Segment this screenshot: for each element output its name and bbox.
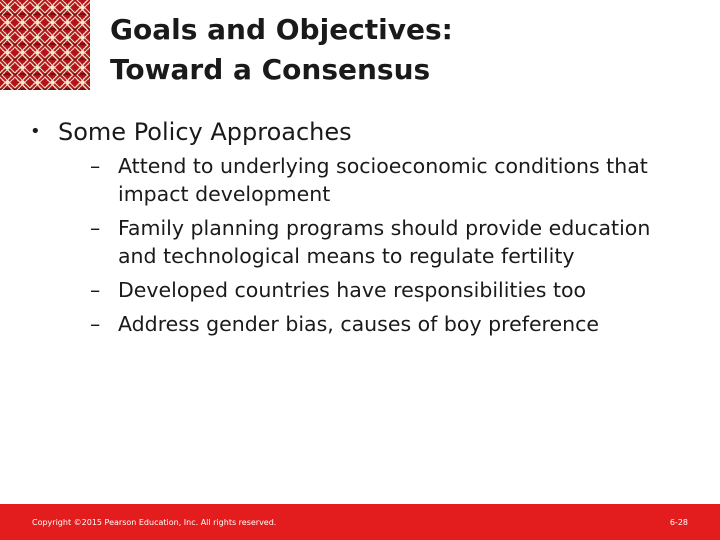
sub-bullet-item — [90, 214, 690, 270]
sub-bullet-item — [90, 276, 690, 304]
title-line-2: Toward a Consensus — [110, 53, 431, 86]
sub-bullet-marker: – — [90, 278, 101, 302]
page-number: 6-28 — [669, 518, 688, 527]
sub-bullet-marker: – — [90, 216, 101, 240]
sub-bullet-text: Developed countries have responsibilities too — [118, 278, 587, 302]
title-line-1: Goals and Objectives: — [110, 13, 453, 46]
slide-content — [30, 114, 690, 344]
kente-pattern-image — [0, 0, 90, 90]
sub-bullet-text: Address gender bias, causes of boy preference — [118, 312, 600, 336]
bullet-marker: • — [30, 121, 41, 142]
footer-bar — [0, 504, 720, 540]
sub-bullet-marker: – — [90, 312, 101, 336]
sub-bullet-item — [90, 152, 690, 208]
copyright-text: Copyright ©2015 Pearson Education, Inc. All rights reserved. — [32, 518, 277, 527]
sub-bullet-marker: – — [90, 154, 101, 178]
sub-bullet-text: Family planning programs should provide education and technological means to regulate fertility — [118, 216, 651, 268]
bullet-policy-approaches — [30, 114, 690, 150]
sub-bullet-list — [90, 152, 690, 338]
sub-bullet-text: Attend to underlying socioeconomic conditions that impact development — [118, 154, 648, 206]
slide-title — [110, 10, 690, 90]
sub-bullet-item — [90, 310, 690, 338]
bullet-text: Some Policy Approaches — [58, 118, 352, 146]
